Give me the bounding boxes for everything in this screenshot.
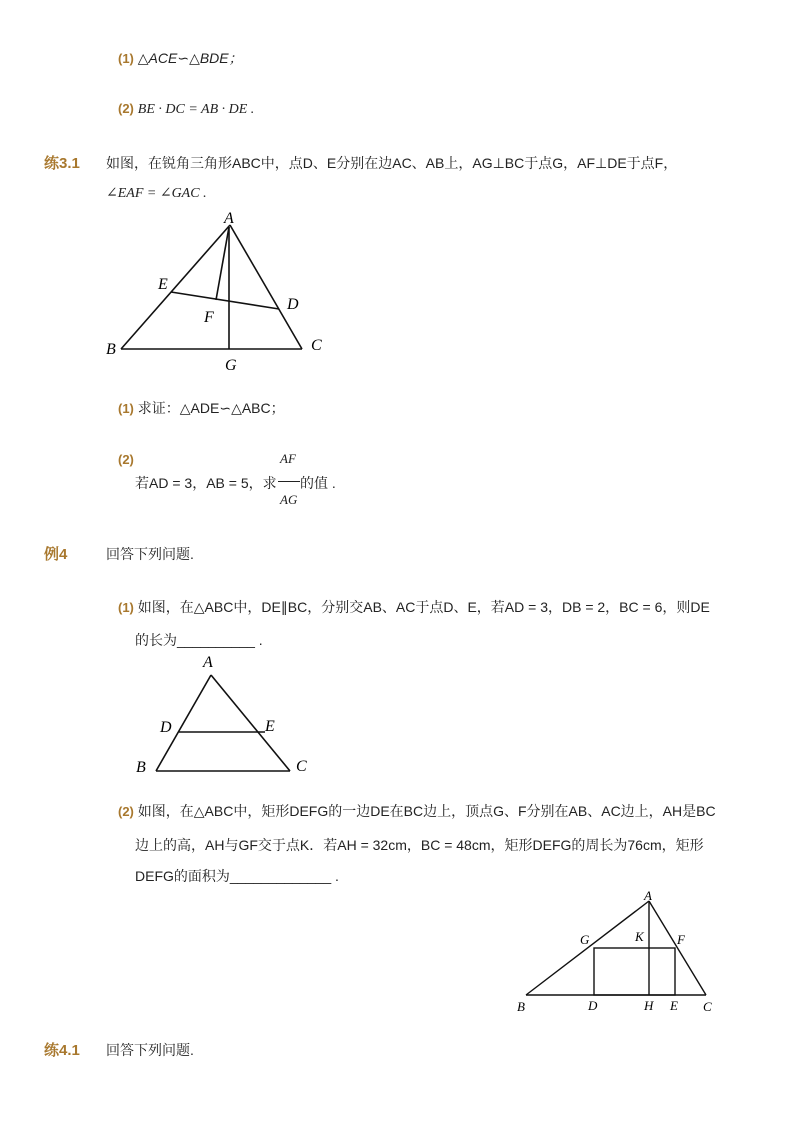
label-g: G [225,357,237,374]
rectangle-defg [594,948,675,995]
side-ac [230,225,302,349]
label-e: E [158,276,168,293]
exercise-3-1-question-2-number: (2) [118,452,134,467]
label-e: E [670,998,678,1013]
item-number: (2) [118,804,134,819]
label-c: C [296,758,307,775]
triangle-figure-4-1 [130,650,320,780]
label-h: H [644,998,654,1013]
exercise-4-1-intro: 回答下列问题. [106,1042,194,1058]
example-4-question-1-line-1 [118,597,710,617]
side-ac [211,675,290,771]
example-4-question-1-line-2: 的长为__________ . [135,632,263,648]
item-number: (1) [118,401,134,416]
label-g: G [580,932,590,947]
item-text: BE · DC = AB · DE . [137,102,255,117]
example-4-question-2-line-1 [118,801,716,821]
label-k: K [635,929,644,944]
label-a: A [224,210,234,227]
fraction-bar [278,481,300,482]
exercise-3-1-line-1: 如图，在锐角三角形ABC中，点D、E分别在边AC、AB上，AG⊥BC于点G，AF⊥DE于点F， [106,155,678,171]
label-b: B [136,759,146,776]
label-b: B [106,341,116,358]
item-number: (1) [118,600,134,615]
item-number: (1) [118,51,134,66]
example-label-4: 例4 [44,546,68,563]
item-number: (2) [118,101,134,116]
example-4-question-2-line-3: DEFG的面积为_____________ . [135,868,339,884]
example-4-question-2-line-2: 边上的高，AH与GF交于点K．若AH = 32cm，BC = 48cm，矩形DEFG的周长为76cm，矩形 [135,837,704,853]
label-c: C [311,337,322,354]
label-a: A [644,888,652,903]
item-text: 如图，在△ABC中，DE∥BC，分别交AB、AC于点D、E，若AD = 3，DB = 2，BC = 6，则DE [137,599,710,615]
label-d: D [287,296,299,313]
top-item-2 [118,100,254,118]
exercise-3-1-line-2: ∠EAF = ∠GAC . [106,186,207,201]
exercise-3-1-question-2-text-b: 的值 . [300,475,336,491]
label-d: D [160,719,172,736]
exercise-3-1-question-2-text-a: 若AD = 3，AB = 5，求 [135,475,277,491]
fraction-numerator: AF [280,451,296,466]
segment-ed [171,292,279,309]
example-4-intro: 回答下列问题. [106,546,194,562]
label-a: A [203,654,213,671]
label-e: E [265,718,275,735]
exercise-label-4-1: 练4.1 [44,1042,80,1059]
exercise-3-1-question-1 [118,398,285,418]
label-f: F [677,932,685,947]
item-text: △ACE∽△BDE； [137,50,243,66]
triangle-figure-3-1 [100,205,340,380]
triangle-rectangle-figure-4-2 [510,885,730,1020]
label-c: C [703,999,712,1014]
top-item-1 [118,48,243,68]
item-text: 求证：△ADE∽△ABC； [137,400,285,416]
fraction-denominator: AG [280,492,298,507]
side-ab [121,225,230,349]
label-f: F [204,309,214,326]
label-d: D [588,998,598,1013]
label-b: B [517,999,525,1014]
item-text: 如图，在△ABC中，矩形DEFG的一边DE在BC边上，顶点G、F分别在AB、AC边上，AH是BC [137,803,716,819]
exercise-label-3-1: 练3.1 [44,155,80,172]
